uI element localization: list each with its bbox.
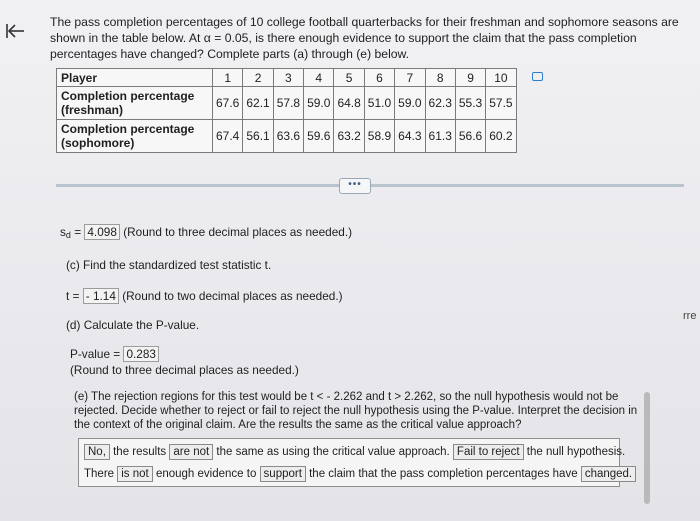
claim-dropdown[interactable]: changed. — [581, 466, 636, 482]
side-text-fragment: rre — [683, 310, 697, 322]
table-cell: 57.8 — [273, 87, 303, 120]
evidence-dropdown[interactable]: is not — [117, 466, 153, 482]
table-cell: 59.6 — [304, 120, 334, 153]
answer-text: the results — [113, 446, 167, 458]
player-header: 10 — [486, 69, 516, 87]
answer-text: the same as using the critical value approach. — [216, 446, 450, 458]
player-header: 8 — [425, 69, 455, 87]
row-label: Completion percentage (freshman) — [57, 87, 213, 120]
problem-statement: The pass completion percentages of 10 college football quarterbacks for their freshman and sophomore seasons are shown in the table below. At α = 0.05, is there enough evidence to support the claim that the pass completion percentages have changed? Complete parts (a) through (e) below. — [50, 15, 679, 62]
sd-answer-box[interactable]: 4.098 — [84, 224, 120, 240]
answer-panel — [78, 438, 633, 487]
player-header: 7 — [395, 69, 425, 87]
player-header: 1 — [213, 69, 243, 87]
answer-text: There — [84, 468, 115, 480]
sd-rounding-note: (Round to three decimal places as needed.) — [123, 225, 353, 239]
t-label: t = — [66, 289, 80, 303]
player-header: 3 — [273, 69, 303, 87]
support-dropdown[interactable]: support — [260, 466, 306, 482]
table-header-row — [57, 69, 517, 87]
table-cell: 61.3 — [425, 120, 455, 153]
table-cell: 64.3 — [395, 120, 425, 153]
sd-subscript: d — [65, 230, 71, 240]
data-table — [56, 68, 517, 153]
player-header: 5 — [334, 69, 364, 87]
answer-line-1 — [84, 444, 625, 460]
table-cell: 58.9 — [364, 120, 394, 153]
player-header: 6 — [364, 69, 394, 87]
t-line — [66, 288, 343, 304]
same-dropdown[interactable]: are not — [169, 444, 213, 460]
sd-equals: = — [74, 225, 82, 239]
scrollbar[interactable] — [644, 392, 650, 504]
sd-label: s — [60, 225, 66, 239]
pvalue-label: P-value = — [70, 347, 121, 361]
pvalue-rounding-note: (Round to three decimal places as needed.) — [70, 363, 299, 377]
table-cell: 64.8 — [334, 87, 364, 120]
expand-button[interactable]: ••• — [339, 178, 371, 194]
answer-text: enough evidence to — [155, 468, 257, 480]
answer-text: the claim that the pass completion percentages have — [309, 468, 578, 480]
table-header-label: Player — [57, 69, 213, 87]
table-cell: 56.1 — [243, 120, 273, 153]
table-row-freshman — [57, 87, 517, 120]
player-header: 4 — [304, 69, 334, 87]
answer-line-2 — [84, 466, 636, 482]
table-cell: 62.1 — [243, 87, 273, 120]
table-cell: 67.6 — [213, 87, 243, 120]
sd-line — [60, 224, 352, 240]
table-cell: 60.2 — [486, 120, 516, 153]
table-cell: 67.4 — [213, 120, 243, 153]
t-answer-box[interactable]: - 1.14 — [83, 288, 119, 304]
table-row-sophomore — [57, 120, 517, 153]
answer-text: the null hypothesis. — [526, 446, 626, 458]
row-label: Completion percentage (sophomore) — [57, 120, 213, 153]
back-arrow-icon[interactable] — [4, 20, 26, 42]
part-d-prompt: (d) Calculate the P-value. — [66, 318, 200, 332]
player-header: 2 — [243, 69, 273, 87]
table-cell: 62.3 — [425, 87, 455, 120]
pvalue-answer-box[interactable]: 0.283 — [123, 346, 159, 362]
results-dropdown[interactable]: No, — [84, 444, 110, 460]
table-cell: 51.0 — [364, 87, 394, 120]
table-cell: 59.0 — [304, 87, 334, 120]
decision-dropdown[interactable]: Fail to reject — [453, 444, 524, 460]
pvalue-line — [70, 346, 159, 362]
part-e-prompt: (e) The rejection regions for this test would be t < - 2.262 and t > 2.262, so the null hypothesis would not be rejected. Decide whether to reject or fail to reject the null hypothesis using the P-value. Interpret the decision in the context of the original claim. Are the results the same as the critical value approach? — [74, 391, 638, 431]
table-cell: 63.2 — [334, 120, 364, 153]
table-cell: 56.6 — [455, 120, 485, 153]
part-c-prompt: (c) Find the standardized test statistic t. — [66, 258, 272, 272]
table-cell: 63.6 — [273, 120, 303, 153]
copy-table-icon[interactable] — [532, 72, 543, 81]
table-cell: 55.3 — [455, 87, 485, 120]
player-header: 9 — [455, 69, 485, 87]
table-cell: 57.5 — [486, 87, 516, 120]
t-rounding-note: (Round to two decimal places as needed.) — [122, 289, 343, 303]
table-cell: 59.0 — [395, 87, 425, 120]
